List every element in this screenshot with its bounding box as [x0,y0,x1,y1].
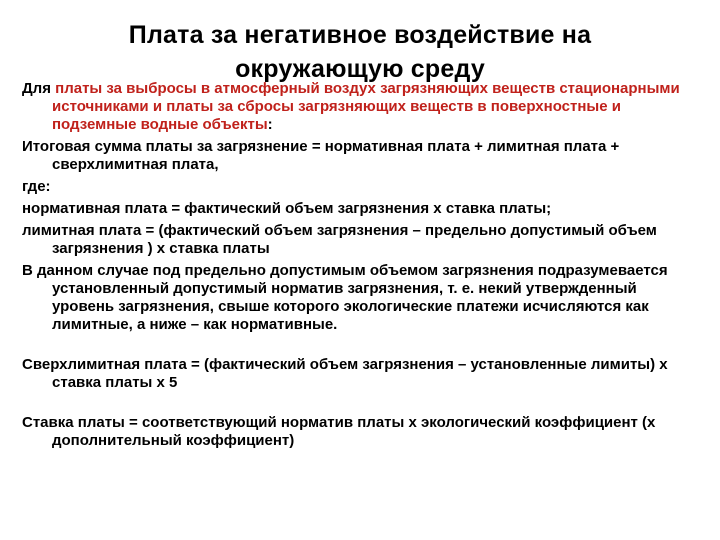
slide-title: Плата за негативное воздействие на окружающую среду [128,21,592,83]
paragraph-over-limit-fee: Сверхлимитная плата = (фактический объем загрязнения – установленные лимиты) х ставка платы х 5 [22,356,668,391]
paragraph-fee-rate: Ставка платы = соответствующий норматив платы х экологический коэффициент (х дополнительный коэффициент) [22,414,656,449]
intro-highlight: платы за выбросы в атмосферный воздух загрязняющих веществ стационарными источниками и платы за сбросы загрязняющих веществ в поверхностные и подземные водные объекты [52,80,680,133]
paragraph-limit-fee: лимитная плата = (фактический объем загрязнения – предельно допустимый объем загрязнения ) х ставка платы [22,222,657,257]
paragraph-where: где: [22,178,51,195]
intro-prefix: Для [22,80,56,97]
paragraph-intro [22,80,702,134]
intro-suffix: : [267,116,273,133]
slide-body [22,80,702,454]
paragraph-normative-fee: нормативная плата = фактический объем загрязнения х ставка платы; [22,200,552,217]
paragraph-total-fee: Итоговая сумма платы за загрязнение = нормативная плата + лимитная плата + сверхлимитная плата, [22,138,620,173]
paragraph-explanation: В данном случае под предельно допустимым объемом загрязнения подразумевается установленный допустимый норматив загрязнения, т. е. некий утвержденный уровень загрязнения, свыше которого экологические платежи исчисляются как лимитные, а ниже – как нормативные. [22,262,668,333]
